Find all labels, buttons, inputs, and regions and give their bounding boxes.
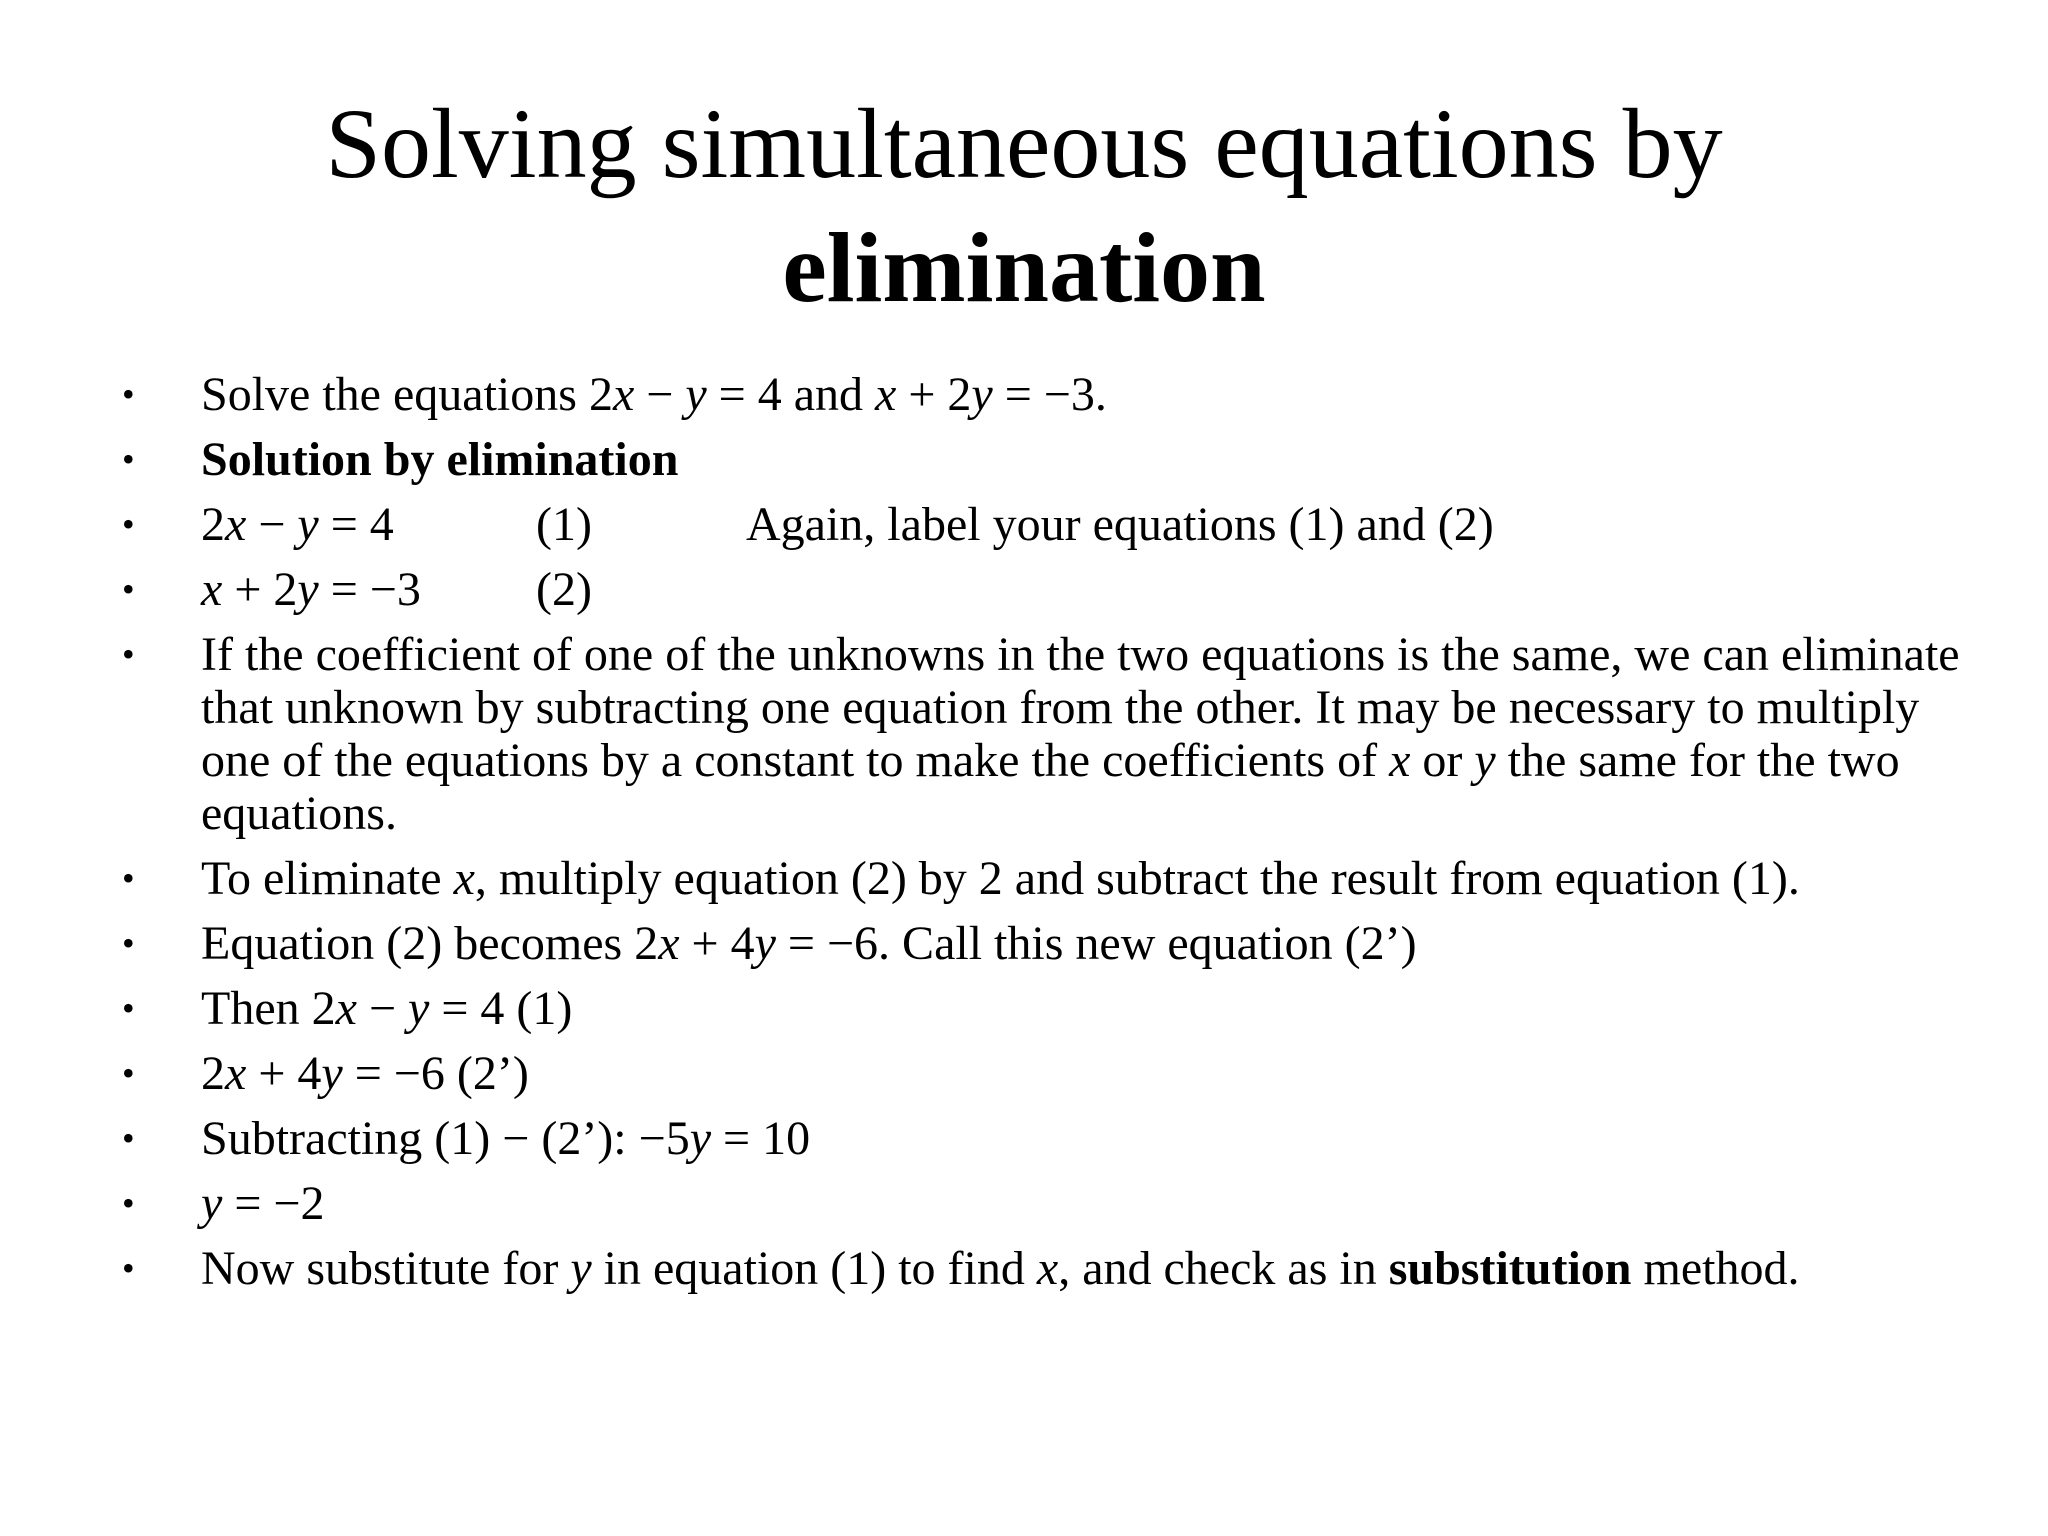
list-item: • Now substitute for y in equation (1) to find x, and check as in substitution method.: [122, 1242, 1800, 1295]
equation-note: Again, label your equations (1) and (2): [746, 498, 1494, 551]
bullet-dot-icon: •: [122, 504, 135, 544]
equation-label: (1): [536, 498, 592, 551]
bullet-dot-icon: •: [122, 1183, 135, 1223]
title-line-2: elimination: [782, 212, 1266, 323]
list-item: [0, 563, 2048, 616]
bullet-dot-icon: •: [122, 1248, 135, 1288]
list-item: • To eliminate x, multiply equation (2) by 2 and subtract the result from equation (1).: [122, 852, 1800, 905]
list-item: • Equation (2) becomes 2x + 4y = −6. Call this new equation (2’): [122, 917, 1417, 970]
solution-heading: Solution by elimination: [201, 433, 679, 486]
bullet-list: [0, 368, 2048, 1307]
bullet-dot-icon: •: [122, 858, 135, 898]
list-item: • 2x + 4y = −6 (2’): [122, 1047, 529, 1100]
bullet-dot-icon: •: [122, 923, 135, 963]
list-item: • Then 2x − y = 4 (1): [122, 982, 573, 1035]
bullet-dot-icon: •: [122, 374, 135, 414]
equation-2: x + 2y = −3: [201, 563, 421, 616]
bullet-dot-icon: •: [122, 1118, 135, 1158]
bullet-dot-icon: •: [122, 1053, 135, 1093]
equation-1: 2x − y = 4: [201, 498, 394, 551]
list-item: • y = −2: [122, 1177, 325, 1230]
slide-title: [0, 82, 2048, 330]
equation-label: (2): [536, 563, 592, 616]
list-item: [0, 498, 2048, 551]
list-item: • Subtracting (1) − (2’): −5y = 10: [122, 1112, 811, 1165]
list-item: [0, 433, 2048, 486]
title-line-1: Solving simultaneous equations by: [325, 88, 1723, 199]
bullet-dot-icon: •: [122, 634, 135, 674]
bullet-dot-icon: •: [122, 569, 135, 609]
list-item: • If the coefficient of one of the unknowns in the two equations is the same, we can eliminate that unknown by subtracting one equation from the other. It may be necessary to multiply one of the equations by a constant to make the coefficients of x or y the same for the two equations.: [122, 628, 1960, 840]
list-item: • Solve the equations 2x − y = 4 and x + 2y = −3.: [122, 368, 1107, 421]
bullet-dot-icon: •: [122, 439, 135, 479]
bullet-dot-icon: •: [122, 988, 135, 1028]
